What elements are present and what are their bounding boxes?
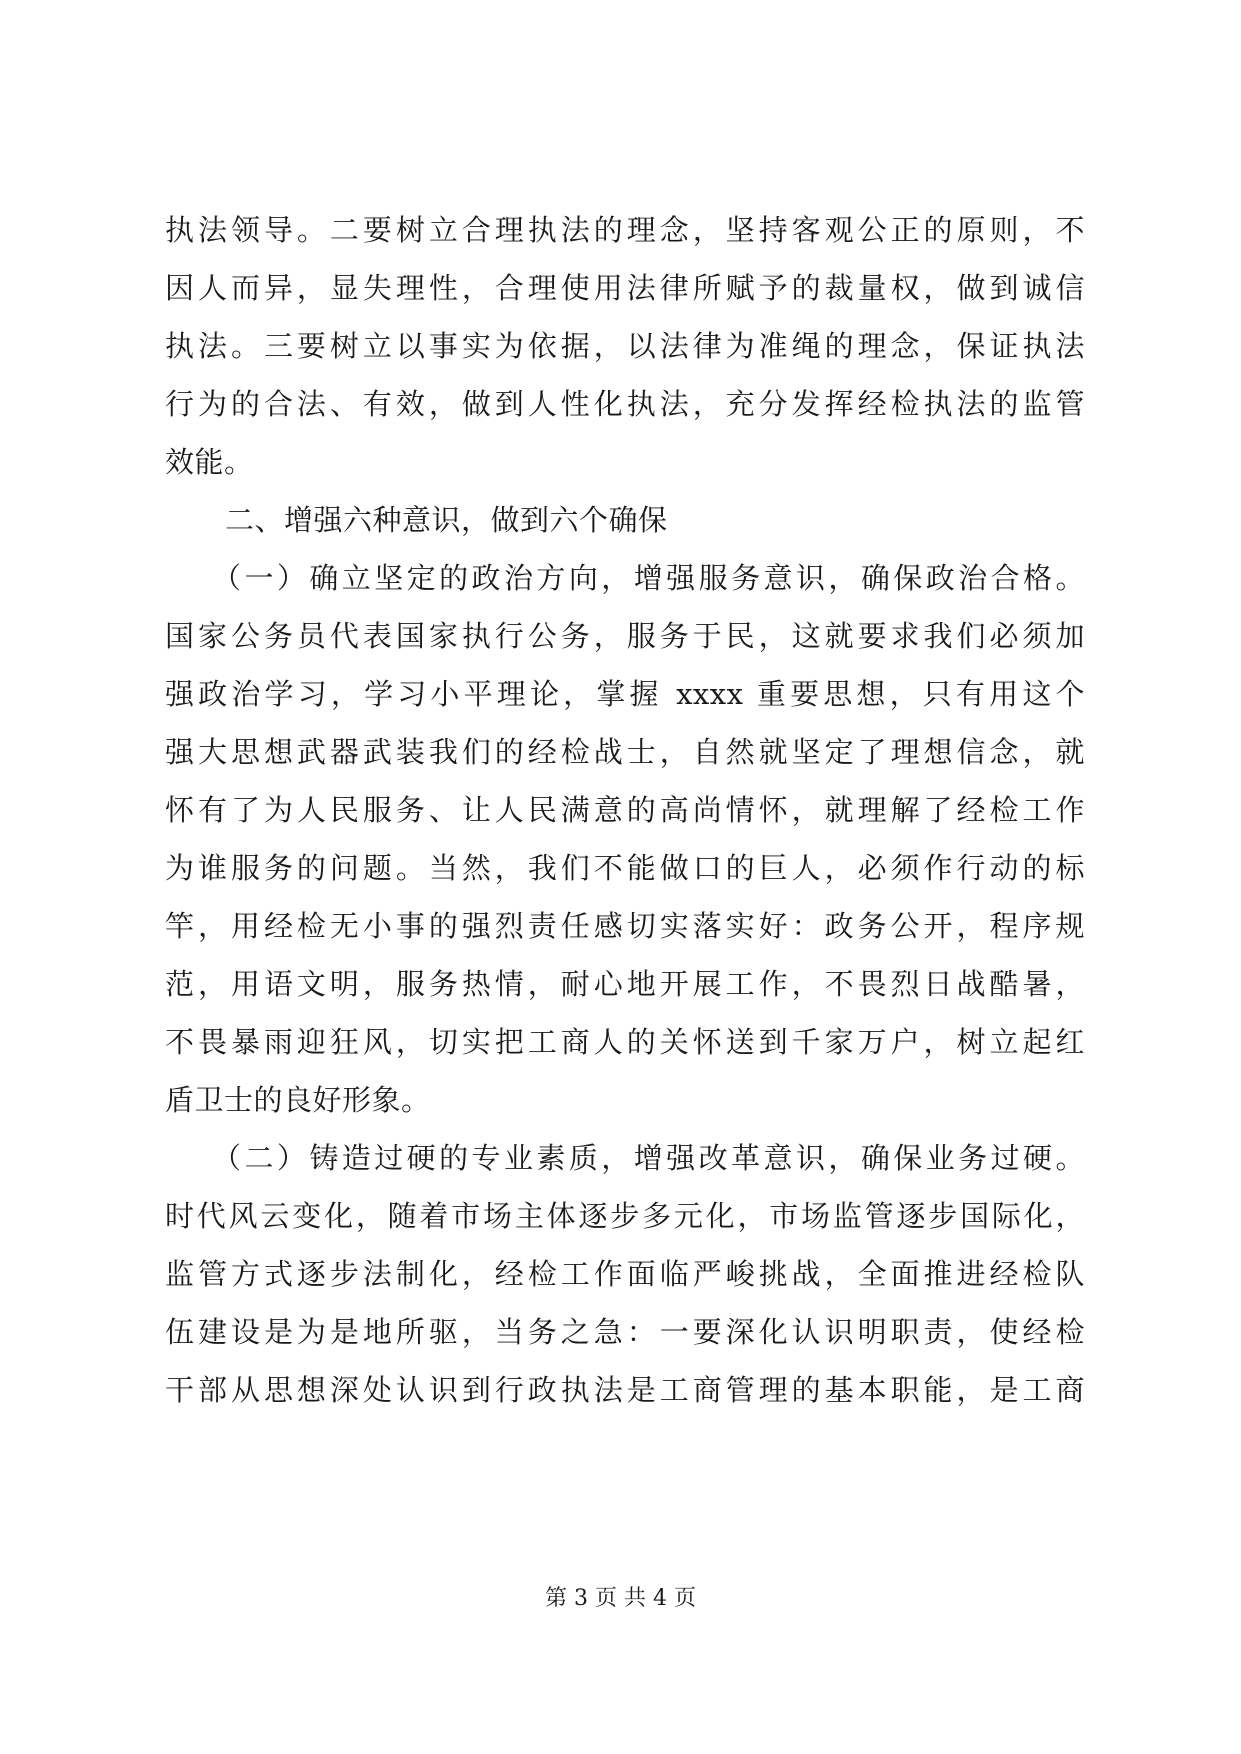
text-line: 不畏暴雨迎狂风，切实把工商人的关怀送到千家万户，树立起红 <box>165 1025 1085 1059</box>
page-number-footer: 第 3 页 共 4 页 <box>545 1586 696 1611</box>
text-line: 效能。 <box>165 445 254 479</box>
text-line: 时代风云变化，随着市场主体逐步多元化，市场监管逐步国际化， <box>165 1199 1085 1233</box>
text-line: 强大思想武器武装我们的经检战士，自然就坚定了理想信念，就 <box>165 735 1085 769</box>
text-line: 竿，用经检无小事的强烈责任感切实落实好：政务公开，程序规 <box>165 909 1085 943</box>
text-line: 怀有了为人民服务、让人民满意的高尚情怀，就理解了经检工作 <box>165 793 1085 827</box>
text-line: 为谁服务的问题。当然，我们不能做口的巨人，必须作行动的标 <box>165 851 1085 885</box>
text-line: 伍建设是为是地所驱，当务之急：一要深化认识明职责，使经检 <box>165 1315 1085 1349</box>
text-line: 执法领导。二要树立合理执法的理念，坚持客观公正的原则，不 <box>165 213 1085 247</box>
text-line: 监管方式逐步法制化，经检工作面临严峻挑战，全面推进经检队 <box>165 1257 1085 1291</box>
text-line: 范，用语文明，服务热情，耐心地开展工作，不畏烈日战酷暑， <box>165 967 1085 1001</box>
text-line: 因人而异，显失理性，合理使用法律所赋予的裁量权，做到诚信 <box>165 271 1085 305</box>
text-line: 行为的合法、有效，做到人性化执法，充分发挥经检执法的监管 <box>165 387 1085 421</box>
text-line: 干部从思想深处认识到行政执法是工商管理的基本职能，是工商 <box>165 1373 1085 1407</box>
text-line: 强政治学习，学习小平理论，掌握 xxxx 重要思想，只有用这个 <box>165 677 1085 711</box>
section-heading: 二、增强六种意识，做到六个确保 <box>225 503 668 537</box>
subsection-heading: （一）确立坚定的政治方向，增强服务意识，确保政治合格。 <box>212 561 1085 595</box>
text-line: 执法。三要树立以事实为依据，以法律为准绳的理念，保证执法 <box>165 329 1085 363</box>
text-line: 盾卫士的良好形象。 <box>165 1083 431 1117</box>
text-line: 国家公务员代表国家执行公务，服务于民，这就要求我们必须加 <box>165 619 1085 653</box>
subsection-heading: （二）铸造过硬的专业素质，增强改革意识，确保业务过硬。 <box>212 1141 1085 1175</box>
